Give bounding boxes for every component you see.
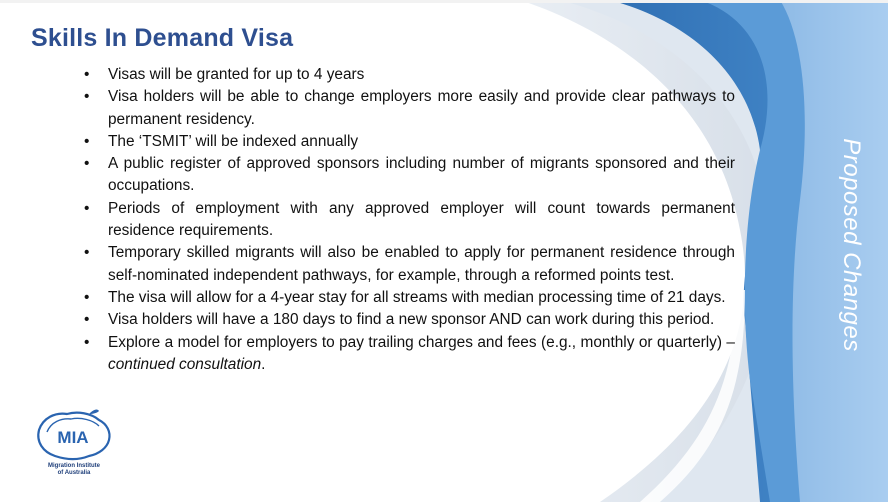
slide-title: Skills In Demand Visa [31, 24, 294, 52]
bullet-item [84, 198, 735, 243]
bullet-text: Periods of employment with any approved employer will count towards permanent residence requirements. [108, 199, 735, 240]
bullet-emphasis: continued consultation [108, 355, 262, 373]
bullet-item [84, 287, 735, 309]
bullet-item [84, 309, 735, 331]
bullet-text: Explore a model for employers to pay trailing charges and fees (e.g., monthly or quarterly) – [108, 333, 735, 351]
bullet-symbol: • [84, 155, 90, 173]
bullet-symbol: • [84, 288, 90, 306]
bullet-text: The visa will allow for a 4-year stay for all streams with median processing time of 21 days. [108, 288, 726, 306]
logo-abbr: MIA [57, 428, 89, 447]
bullet-list [84, 64, 735, 376]
bullet-text: Visas will be granted for up to 4 years [108, 66, 365, 83]
bullet-item [84, 131, 735, 153]
bullet-text: Visa holders will be able to change employers more easily and provide clear pathways to permanent residency. [108, 88, 735, 128]
logo-caption [34, 463, 114, 477]
bullet-text: A public register of approved sponsors including number of migrants sponsored and their occupations. [108, 155, 735, 195]
bullet-symbol: • [84, 199, 90, 217]
bullet-symbol: • [84, 333, 90, 351]
bullet-text: The ‘TSMIT’ will be indexed annually [108, 132, 359, 150]
bullet-item [84, 242, 735, 287]
bullet-text: Visa holders will have a 180 days to find a new sponsor AND can work during this period. [108, 311, 715, 329]
bullet-item [84, 64, 735, 86]
logo-caption-line2: of Australia [57, 470, 91, 476]
bullet-item [84, 86, 735, 131]
bullet-suffix: . [261, 355, 266, 373]
bullet-symbol: • [84, 66, 90, 83]
bullet-item [84, 332, 735, 377]
logo-caption-line1: Migration Institute [48, 463, 100, 469]
bullet-text: Temporary skilled migrants will also be enabled to apply for permanent residence through self-nominated independent pathways, for example, through a reformed points test. [108, 244, 735, 284]
bullet-symbol: • [84, 311, 90, 329]
bullet-symbol: • [84, 132, 90, 150]
bullet-item [84, 153, 735, 198]
bullet-symbol: • [84, 88, 90, 106]
side-label: Proposed Changes [838, 138, 865, 352]
bullet-symbol: • [84, 244, 90, 262]
